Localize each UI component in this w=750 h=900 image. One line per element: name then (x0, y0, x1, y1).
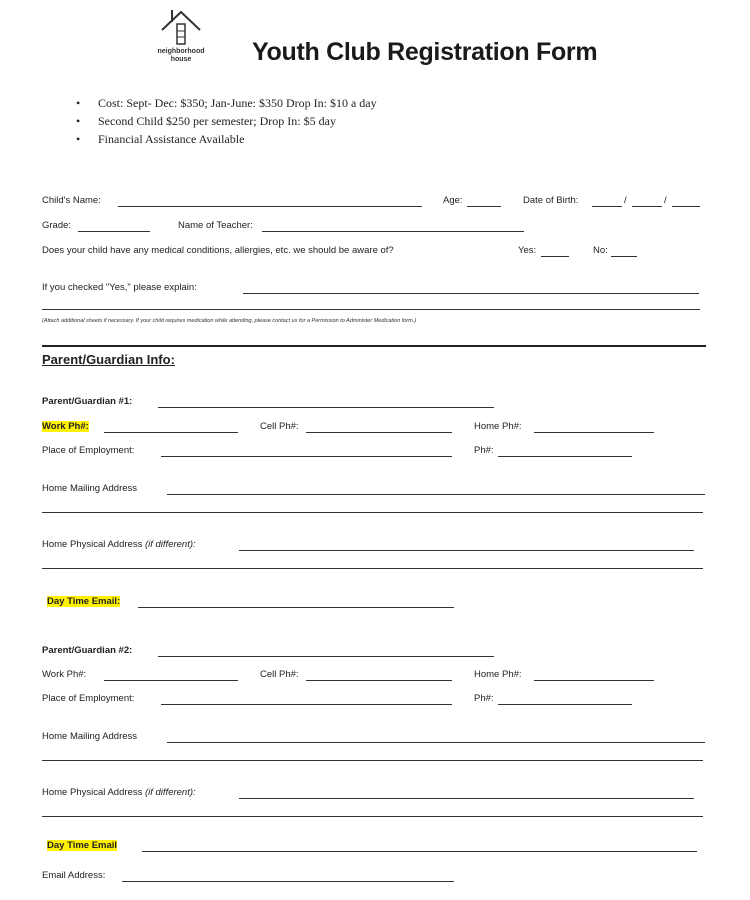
logo-text-line2: house (170, 56, 192, 63)
no-label: No: (593, 245, 608, 256)
guardian1-employment-field[interactable] (161, 456, 452, 457)
explain-field-line2[interactable] (42, 309, 700, 310)
medical-question: Does your child have any medical conditions, allergies, etc. we should be aware of? (42, 245, 394, 256)
guardian2-email-field[interactable] (142, 851, 697, 852)
teacher-label: Name of Teacher: (178, 220, 253, 231)
guardian2-ph-label: Ph#: (474, 693, 494, 704)
logo-text-line1: neighborhood (157, 48, 205, 55)
bullet-second-child: • Second Child $250 per semester; Drop In: $5 day (76, 112, 377, 130)
no-field[interactable] (611, 256, 637, 257)
guardian2-name-field[interactable] (158, 656, 494, 657)
guardian1-work-phone-label: Work Ph#: (42, 421, 89, 432)
cost-bullet-list (76, 94, 377, 148)
house-icon (160, 8, 202, 46)
age-label: Age: (443, 195, 463, 206)
guardian1-physical-field-line2[interactable] (42, 568, 703, 569)
guardian1-home-phone-field[interactable] (534, 432, 654, 433)
guardian2-cell-phone-field[interactable] (306, 680, 452, 681)
dob-month-field[interactable] (592, 206, 622, 207)
explain-label: If you checked "Yes," please explain: (42, 282, 197, 293)
dob-slash-2: / (664, 195, 667, 206)
guardian2-ph-field[interactable] (498, 704, 632, 705)
guardian1-physical-label: Home Physical Address (if different): (42, 539, 196, 550)
guardian1-mailing-label: Home Mailing Address (42, 483, 138, 494)
guardian2-title: Parent/Guardian #2: (42, 645, 133, 656)
guardian2-employment-label: Place of Employment: (42, 693, 135, 704)
guardian2-mailing-field-line2[interactable] (42, 760, 703, 761)
guardian1-mailing-field[interactable] (167, 494, 705, 495)
guardian2-employment-field[interactable] (161, 704, 452, 705)
guardian1-employment-label: Place of Employment: (42, 445, 135, 456)
guardian1-email-label: Day Time Email: (47, 596, 121, 607)
medication-note: (Attach additional sheets if necessary. If your child requires medication while attending, please contact us for a Permission to Administer Medication form.) (42, 318, 417, 324)
child-name-field[interactable] (118, 206, 422, 207)
guardian1-title: Parent/Guardian #1: (42, 396, 133, 407)
section-divider (42, 345, 706, 347)
guardian2-work-phone-field[interactable] (104, 680, 238, 681)
guardian1-cell-phone-field[interactable] (306, 432, 452, 433)
guardian1-work-phone-field[interactable] (104, 432, 238, 433)
guardian1-ph-field[interactable] (498, 456, 632, 457)
guardian2-mailing-field[interactable] (167, 742, 705, 743)
email-address-label: Email Address: (42, 870, 106, 881)
bullet-cost: • Cost: Sept- Dec: $350; Jan-June: $350 Drop In: $10 a day (76, 94, 377, 112)
teacher-field[interactable] (262, 231, 524, 232)
organization-logo (138, 8, 224, 72)
explain-field[interactable] (243, 293, 699, 294)
yes-field[interactable] (541, 256, 569, 257)
guardian2-cell-phone-label: Cell Ph#: (260, 669, 299, 680)
dob-day-field[interactable] (632, 206, 662, 207)
guardian1-home-phone-label: Home Ph#: (474, 421, 522, 432)
yes-label: Yes: (518, 245, 537, 256)
grade-field[interactable] (78, 231, 150, 232)
guardian1-name-field[interactable] (158, 407, 494, 408)
guardian2-physical-label: Home Physical Address (if different): (42, 787, 196, 798)
dob-year-field[interactable] (672, 206, 700, 207)
guardian2-work-phone-label: Work Ph#: (42, 669, 87, 680)
guardian1-ph-label: Ph#: (474, 445, 494, 456)
guardian1-physical-field[interactable] (239, 550, 694, 551)
guardian2-physical-field[interactable] (239, 798, 694, 799)
guardian2-email-label: Day Time Email (47, 840, 118, 851)
guardian1-mailing-field-line2[interactable] (42, 512, 703, 513)
child-name-label: Child's Name: (42, 195, 101, 206)
dob-slash-1: / (624, 195, 627, 206)
guardian1-cell-phone-label: Cell Ph#: (260, 421, 299, 432)
guardian2-physical-field-line2[interactable] (42, 816, 703, 817)
guardian2-home-phone-label: Home Ph#: (474, 669, 522, 680)
grade-label: Grade: (42, 220, 72, 231)
guardian2-mailing-label: Home Mailing Address (42, 731, 138, 742)
guardian1-email-field[interactable] (138, 607, 454, 608)
bullet-financial-assistance: • Financial Assistance Available (76, 130, 377, 148)
email-address-field[interactable] (122, 881, 454, 882)
age-field[interactable] (467, 206, 501, 207)
form-title: Youth Club Registration Form (252, 38, 598, 66)
guardian2-home-phone-field[interactable] (534, 680, 654, 681)
section-title: Parent/Guardian Info: (42, 352, 175, 367)
dob-label: Date of Birth: (523, 195, 579, 206)
